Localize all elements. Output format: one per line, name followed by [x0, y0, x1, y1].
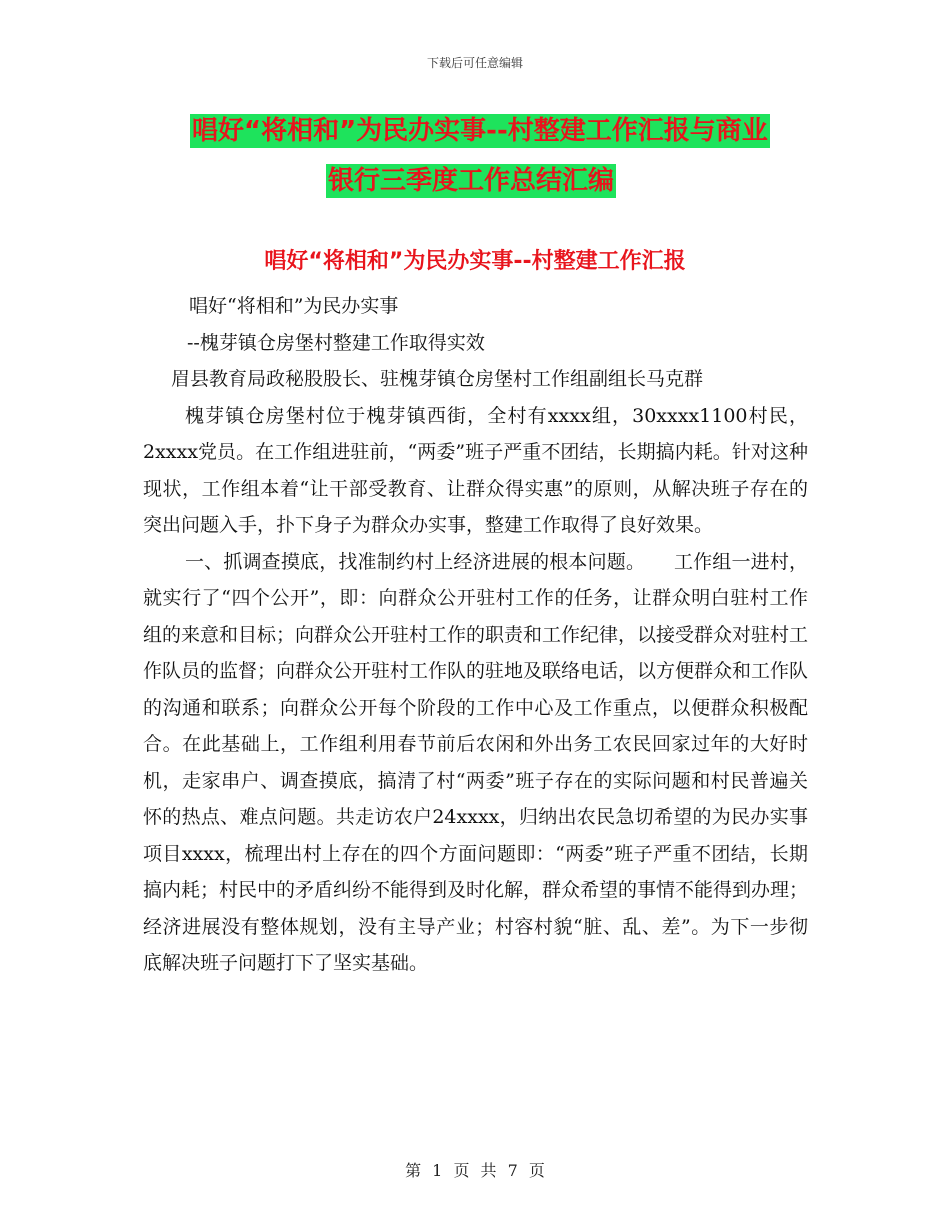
paragraph-section-one: 一、抓调查摸底，找准制约村上经济进展的根本问题。 工作组一进村，就实行了“四个公开”，即：向群众公开驻村工作的任务，让群众明白驻村工作组的来意和目标；向群众公开驻村工作的职责和工作纪律，以接受群众对驻村工作队员的监督；向群众公开驻村工作队的驻地及联络电话，以方便群众和工作队的沟通和联系；向群众公开每个阶段的工作中心及工作重点，以便群众积极配合。在此基础上，工作组利用春节前后农闲和外出务工农民回家过年的大好时机，走家串户、调查摸底，搞清了村“两委”班子存在的实际问题和村民普遍关怀的热点、难点问题。共走访农户24xxxx，归纳出农民急切希望的为民办实事项目xxxx，梳理出村上存在的四个方面问题即：“两委”班子严重不团结，长期搞内耗；村民中的矛盾纠纷不能得到及时化解，群众希望的事情不能得到办理；经济进展没有整体规划，没有主导产业；村容村貌“脏、乱、差”。为下一步彻底解决班子问题打下了坚实基础。	[143, 550, 809, 974]
document-title-line-1-text: 唱好“将相和”为民办实事--村整建工作汇报与商业	[192, 116, 768, 146]
document-title-line-1	[190, 106, 810, 156]
document-title-line-2-text: 银行三季度工作总结汇编	[328, 166, 615, 196]
paragraph-intro: 槐芽镇仓房堡村位于槐芽镇西街，全村有xxxx组，30xxxx1100村民，2xxxx党员。在工作组进驻前，“两委”班子严重不团结，长期搞内耗。针对这种现状，工作组本着“让干部受教育、让群众得实惠”的原则，从解决班子存在的突出问题入手，扑下身子为群众办实事，整建工作取得了良好效果。	[143, 404, 808, 536]
document-title-line-2	[190, 156, 810, 206]
page-footer: 第 1 页 共 7 页	[405, 1161, 545, 1180]
header-note: 下载后可任意编辑	[426, 56, 523, 70]
document-title	[190, 106, 810, 206]
subtitle-2: --槐芽镇仓房堡村整建工作取得实效	[187, 331, 485, 354]
subtitle-1: 唱好“将相和”为民办实事	[189, 295, 399, 317]
document-body	[143, 288, 808, 982]
author-line: 眉县教育局政秘股股长、驻槐芽镇仓房堡村工作组副组长马克群	[171, 368, 704, 390]
section-title: 唱好“将相和”为民办实事--村整建工作汇报	[264, 249, 686, 274]
